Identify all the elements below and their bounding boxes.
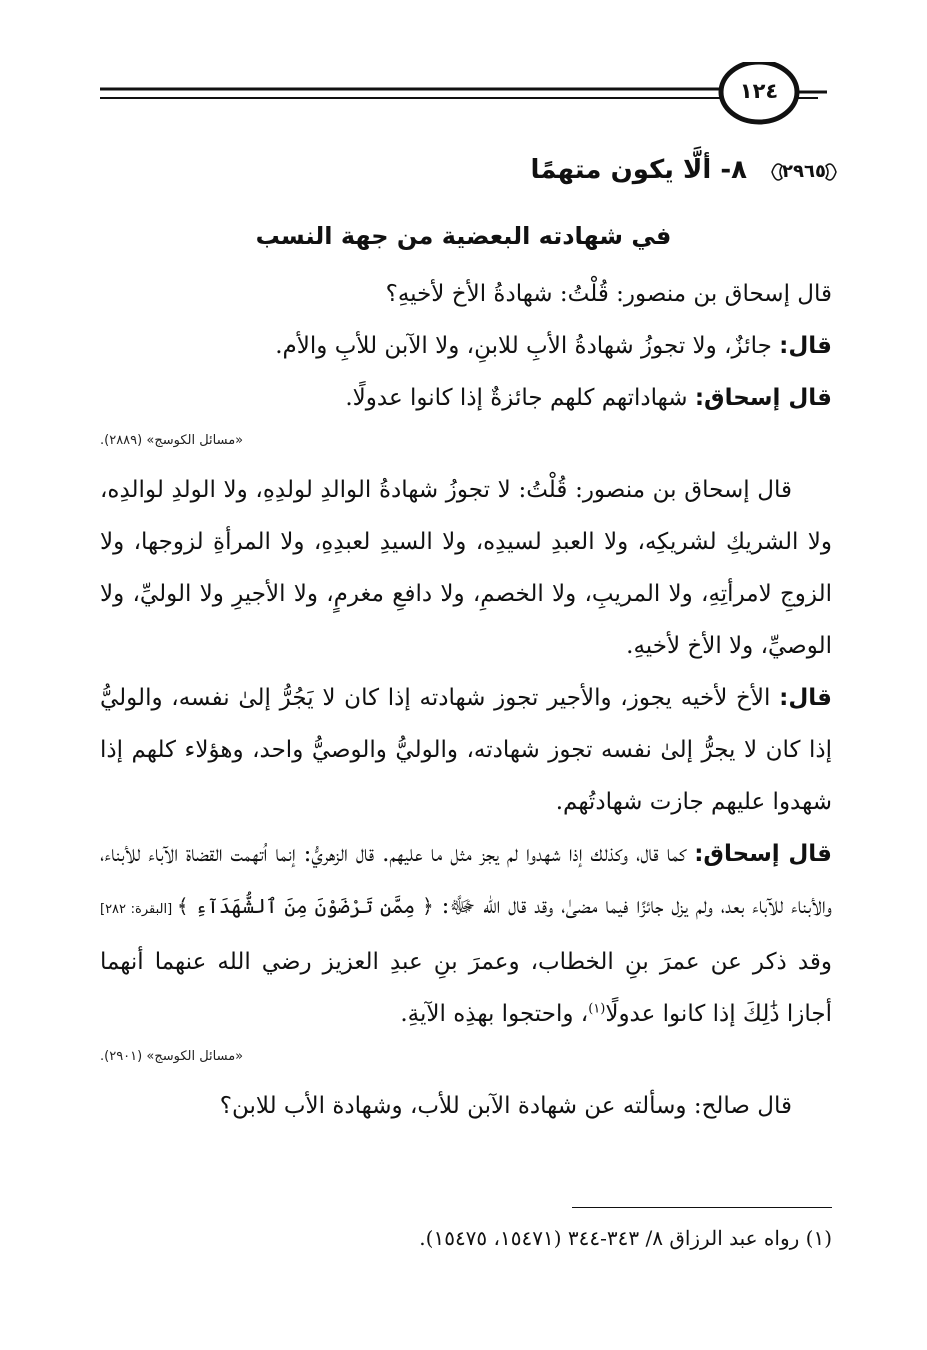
speaker-label: قال إسحاق: [694,841,832,867]
footnote-divider [572,1207,832,1208]
paragraph-text: وقد ذكر عن عمرَ بنِ الخطاب، وعمرَ بنِ عبدِ العزيز رضي الله عنهما أنهما أجازا ذَٰلِكَ إذا كانوا عدولًا [100,949,832,1027]
footnote-marker: (١) [588,1001,606,1017]
issue-number-badge [768,152,840,192]
paragraph: قال صالح: وسألته عن شهادة الآبن للأب، وشهادة الأب للابن؟ [219,1093,792,1119]
paragraph-text: شهاداتهم كلهم جائزةٌ إذا كانوا عدولًا. [345,385,695,411]
page-header [100,62,827,128]
source-reference: «مسائل الكوسج» (٢٩٠١). [100,1049,244,1064]
paragraph [100,372,832,424]
quran-verse: ﴿ مِمَّن تَرْضَوْنَ مِنَ ٱلشُّهَدَآءِ ﴾ [176,894,434,918]
source-reference: «مسائل الكوسج» (٢٨٨٩). [100,433,244,448]
chapter-title: في شهادته البعضية من جهة النسب [255,222,672,250]
paragraph [100,320,832,372]
paragraph-text: جائزٌ، ولا تجوزُ شهادةُ الأبِ للابنِ، ولا الآبن للأبِ والأم. [275,333,780,359]
speaker-label: قال: [779,685,832,711]
paragraph: قال إسحاق بن منصور: قُلْتُ: لا تجوزُ شهادةُ الوالدِ لولدِهِ، ولا الولدِ لوالدِه، ولا الشريكِ لشريكِه، ولا العبدِ لسيدِه، ولا السيدِ لعبدِهِ، ولا المرأةِ لزوجها، ولا الزوجِ لامرأتِهِ، ولا المريبِ، ولا الخصمِ، ولا دافعِ مغرمٍ، ولا الأجيرِ ولا الوليِّ، ولا الوصيِّ، ولا الأخ لأخيهِ. [100,477,832,659]
header-ornament [100,62,827,128]
paragraph-text: الأخ لأخيه يجوز، والأجير تجوز شهادته إذا كان لا يَجُرُّ إلىٰ نفسه، والوليُّ إذا كان لا يجرُّ إلىٰ نفسه تجوز شهادته، والوليُّ والوصيُّ واحد، وهؤلاء كلهم إذا شهدوا عليهم جازت شهادتُهم. [100,685,832,815]
speaker-label: قال إسحاق: [694,385,832,411]
paragraph: قال إسحاق بن منصور: قُلْتُ: شهادةُ الأخ لأخيهِ؟ [385,281,832,307]
page-number: ١٢٤ [739,79,779,103]
paragraph-text: ، واحتجوا بهذِه الآيةِ. [400,1001,589,1027]
paragraph [100,828,832,1040]
paragraph-text: كما قال، وكذلك إذا شهدوا لم يجز مثل ما عليهم. قال الزهريُّ: إنما اُتهمت القضاة الآباء للأبناء، والأبناء للآباء بعد، ولم يزل جائزًا فيما مضىٰ، وقد قال الله ﷻ: [100,841,832,919]
footnote: (١) رواه عبد الرزاق ٨/ ٣٤٣-٣٤٤ (١٥٤٧١، ١٥٤٧٥). [419,1226,832,1250]
section-title: ٨- ألَّا يكون متهمًا [530,155,747,185]
quran-reference: [البقرة: ٢٨٢] [100,902,177,917]
paragraph [100,672,832,828]
issue-number: ٢٩٦٥ [782,161,826,182]
speaker-label: قال: [779,333,832,359]
main-text [100,268,832,1132]
